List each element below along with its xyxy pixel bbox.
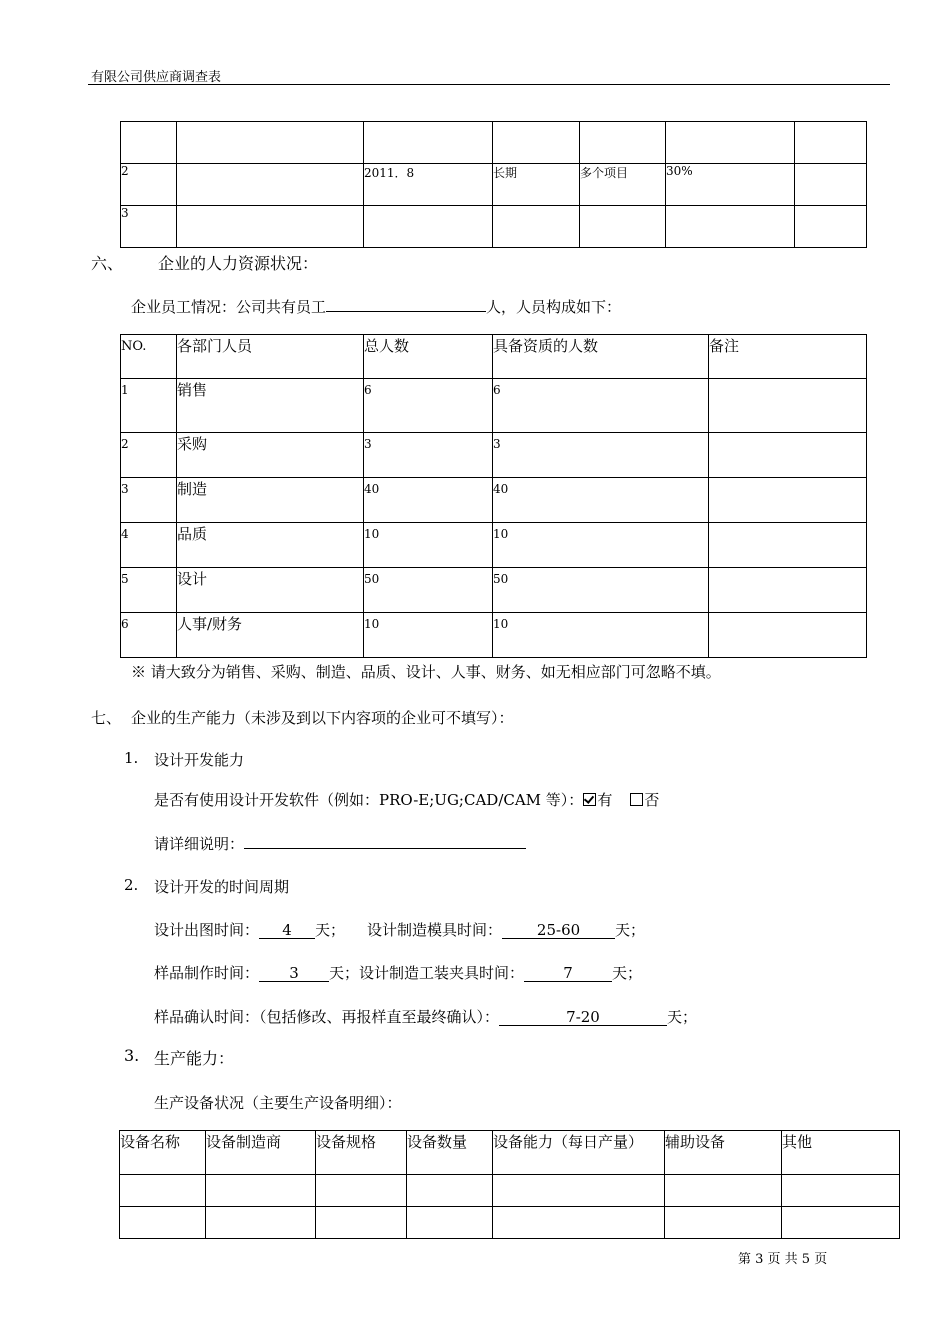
cell-dept: 设计 — [177, 568, 364, 613]
item3-number: 3. — [124, 1046, 140, 1065]
cell — [782, 1207, 900, 1239]
equipment-label: 生产设备状况（主要生产设备明细）： — [154, 1094, 402, 1112]
employee-prefix: 企业员工情况：公司共有员工 — [131, 298, 327, 316]
table-row — [121, 206, 867, 248]
table-row — [121, 568, 867, 613]
table-row — [121, 523, 867, 568]
section7-title: 企业的生产能力（未涉及到以下内容项的企业可不填写）： — [131, 709, 514, 727]
table-row — [120, 1175, 900, 1207]
cell-note — [709, 478, 867, 523]
confirm-time-line — [154, 1006, 697, 1027]
cell — [120, 1207, 206, 1239]
employee-suffix: 人，人员构成如下： — [486, 298, 622, 316]
project-table — [120, 121, 867, 248]
cell — [364, 206, 493, 248]
document-header-title: 有限公司供应商调查表 — [91, 70, 222, 85]
header-equipment-name: 设备名称 — [120, 1131, 206, 1175]
cell — [665, 1207, 782, 1239]
item2-number: 2. — [124, 876, 139, 894]
equipment-table — [119, 1130, 900, 1239]
cell — [177, 122, 364, 164]
cell-qualified: 10 — [493, 613, 709, 658]
no-label: 否 — [644, 791, 660, 809]
table-header-row — [120, 1131, 900, 1175]
cell — [665, 1175, 782, 1207]
table-row — [121, 478, 867, 523]
cell — [316, 1207, 407, 1239]
day-unit: 天； — [612, 964, 643, 982]
cell-no: 3 — [121, 478, 177, 523]
cell — [316, 1175, 407, 1207]
yes-label: 有 — [597, 791, 613, 809]
header-dept: 各部门人员 — [177, 335, 364, 379]
mold-time-field[interactable]: 25-60 — [502, 923, 615, 939]
day-unit: 天； — [315, 921, 346, 939]
section7-number: 七、 — [91, 709, 122, 727]
yes-checkbox[interactable] — [583, 793, 596, 806]
cell-no: 2 — [121, 164, 177, 206]
detail-line — [154, 833, 526, 854]
cell-total: 6 — [364, 379, 493, 433]
cell-total: 3 — [364, 433, 493, 478]
cell-no: 4 — [121, 523, 177, 568]
header-total: 总人数 — [364, 335, 493, 379]
cell — [177, 164, 364, 206]
drawing-label: 设计出图时间： — [154, 921, 260, 939]
sample-label: 样品制作时间： — [154, 964, 260, 982]
cell — [795, 164, 867, 206]
cell-no: 2 — [121, 433, 177, 478]
table-row — [121, 613, 867, 658]
item3-title: 生产能力： — [154, 1049, 235, 1068]
cell-qualified: 50 — [493, 568, 709, 613]
cell-no: 6 — [121, 613, 177, 658]
no-checkbox[interactable] — [630, 793, 643, 806]
cell — [493, 1207, 665, 1239]
item2-title: 设计开发的时间周期 — [154, 878, 290, 896]
sample-time-field[interactable]: 3 — [259, 966, 329, 982]
table-row — [121, 379, 867, 433]
fixture-time-field[interactable]: 7 — [524, 966, 612, 982]
cell — [493, 206, 580, 248]
header-note: 备注 — [709, 335, 867, 379]
drawing-time-field[interactable]: 4 — [259, 923, 315, 939]
cell-qualified: 3 — [493, 433, 709, 478]
cell-note — [709, 379, 867, 433]
cell-total: 10 — [364, 613, 493, 658]
cell — [206, 1175, 316, 1207]
cell-qualified: 6 — [493, 379, 709, 433]
cell-note — [709, 613, 867, 658]
cell — [795, 122, 867, 164]
cell-total: 10 — [364, 523, 493, 568]
header-manufacturer: 设备制造商 — [206, 1131, 316, 1175]
drawing-time-line — [154, 919, 645, 940]
confirm-time-field[interactable]: 7-20 — [499, 1010, 667, 1026]
cell-project: 多个项目 — [580, 164, 666, 206]
detail-label: 请详细说明： — [154, 835, 245, 853]
cell-qualified: 10 — [493, 523, 709, 568]
header-other: 其他 — [782, 1131, 900, 1175]
header-capacity: 设备能力（每日产量） — [493, 1131, 665, 1175]
mold-label: 设计制造模具时间： — [367, 921, 503, 939]
cell-total: 50 — [364, 568, 493, 613]
cell-no — [121, 122, 177, 164]
confirm-label: 样品确认时间：（包括修改、再报样直至最终确认）： — [154, 1008, 500, 1026]
cell-date: 2011．8 — [364, 164, 493, 206]
table-row — [121, 433, 867, 478]
cell — [177, 206, 364, 248]
cell — [407, 1175, 493, 1207]
header-spec: 设备规格 — [316, 1131, 407, 1175]
cell — [364, 122, 493, 164]
sample-time-line — [154, 962, 642, 983]
day-unit: 天； — [667, 1008, 698, 1026]
hr-note: ※ 请大致分为销售、采购、制造、品质、设计、人事、财务、如无相应部门可忽略不填。 — [131, 663, 721, 681]
header-no: NO. — [121, 335, 177, 379]
table-header-row — [121, 335, 867, 379]
section6-number: 六、 — [91, 254, 124, 273]
table-row — [121, 164, 867, 206]
table-row — [120, 1207, 900, 1239]
cell-qualified: 40 — [493, 478, 709, 523]
day-unit: 天； — [615, 921, 646, 939]
cell — [782, 1175, 900, 1207]
cell — [120, 1175, 206, 1207]
cell-dept: 销售 — [177, 379, 364, 433]
cell-total: 40 — [364, 478, 493, 523]
cell — [666, 122, 795, 164]
cell — [493, 1175, 665, 1207]
header-quantity: 设备数量 — [407, 1131, 493, 1175]
software-line — [154, 789, 659, 810]
cell — [795, 206, 867, 248]
header-auxiliary: 辅助设备 — [665, 1131, 782, 1175]
employee-line — [131, 296, 621, 317]
table-row — [121, 122, 867, 164]
item1-title: 设计开发能力 — [154, 751, 245, 769]
cell-term: 长期 — [493, 164, 580, 206]
page-number: 第 3 页 共 5 页 — [738, 1252, 828, 1267]
software-question: 是否有使用设计开发软件（例如：PRO-E;UG;CAD/CAM 等）： — [154, 791, 584, 809]
cell-dept: 品质 — [177, 523, 364, 568]
day-unit: 天； — [329, 964, 360, 982]
cell — [580, 206, 666, 248]
header-divider — [88, 84, 890, 85]
section6-title: 企业的人力资源状况： — [158, 254, 319, 273]
cell — [580, 122, 666, 164]
cell — [493, 122, 580, 164]
header-qualified: 具备资质的人数 — [493, 335, 709, 379]
cell-no: 1 — [121, 379, 177, 433]
cell-note — [709, 523, 867, 568]
cell-note — [709, 568, 867, 613]
cell-percent: 30% — [666, 164, 795, 206]
cell-dept: 人事/财务 — [177, 613, 364, 658]
cell-no: 3 — [121, 206, 177, 248]
item1-number: 1. — [124, 749, 139, 767]
employee-count-field[interactable] — [326, 311, 486, 312]
cell-dept: 制造 — [177, 478, 364, 523]
cell-no: 5 — [121, 568, 177, 613]
cell-dept: 采购 — [177, 433, 364, 478]
hr-table — [120, 334, 867, 658]
fixture-label: 设计制造工装夹具时间： — [359, 964, 525, 982]
cell — [206, 1207, 316, 1239]
cell — [407, 1207, 493, 1239]
cell — [666, 206, 795, 248]
detail-field[interactable] — [244, 848, 526, 849]
cell-note — [709, 433, 867, 478]
